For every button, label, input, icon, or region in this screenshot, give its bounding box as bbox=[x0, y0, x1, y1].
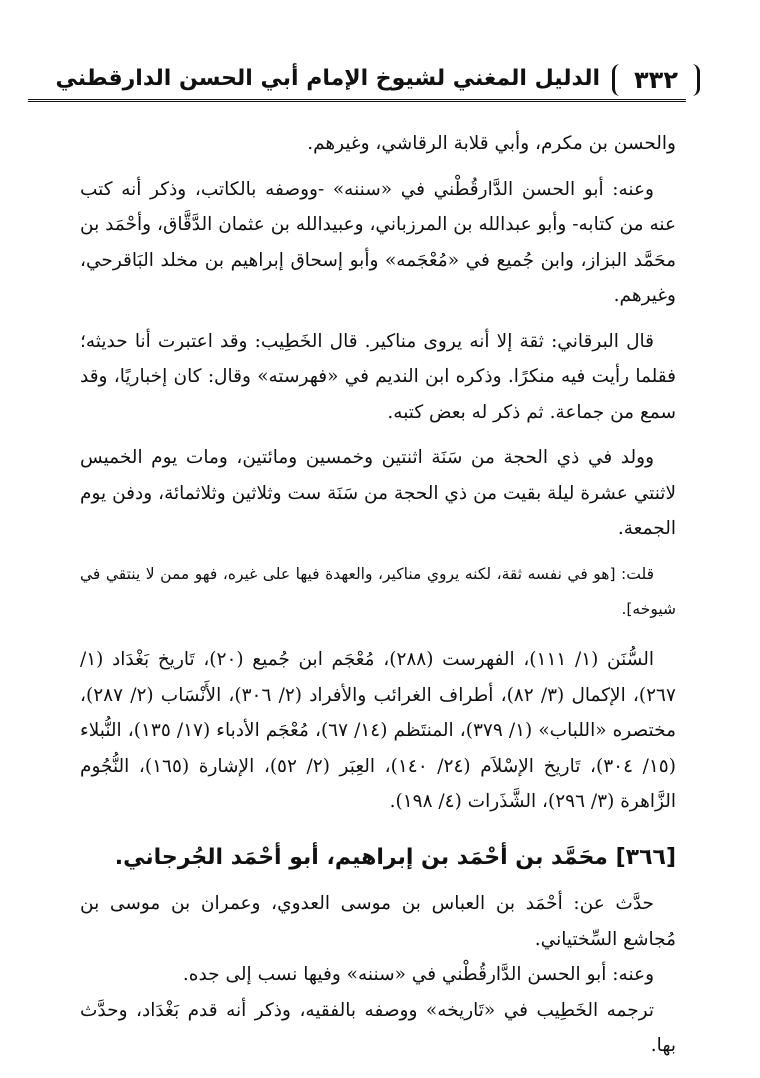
entry-students-paragraph: وعنه: أبو الحسن الدَّارقُطْني في «سننه» وفيها نسب إلى جده. bbox=[182, 964, 654, 985]
evaluation-paragraph: قال البرقاني: ثقة إلا أنه يروى مناكير. قال الخَطِيب: وقد اعتبرت أنا حديثه؛ فقلما رأيت فيه منكرًا. وذكره ابن النديم في «فهرسته» وقال: كان إخباريًا، وقد سمع من جماعة. ثم ذكر له بعض كتبه. bbox=[80, 330, 676, 423]
continuation-paragraph: والحسن بن مكرم، وأبي قلابة الرقاشي، وغيرهم. bbox=[307, 133, 676, 154]
students-paragraph: وعنه: أبو الحسن الدَّارقُطْني في «سننه» -ووصفه بالكاتب، وذكر أنه كتب عنه من كتابه- وأبو عبدالله بن المرزباني، وعبيدالله بن عثمان الدَّقَّاق، وأحْمَد بن محَمَّد البزاز، وابن جُميع في «مُعْجَمه» وأبو إسحاق إبراهيم بن مخلد البَاقرحي، وغيرهم. bbox=[80, 178, 676, 306]
header-divider bbox=[28, 99, 686, 102]
sources-list: السُّنَن (١/ ١١١)، الفهرست (٢٨٨)، مُعْجَم ابن جُميع (٢٠)، تَاريخ بَغْدَاد (١/ ٢٦٧)، الإكمال (٣/ ٨٢)، أطراف الغرائب والأفراد (٢/ ٣٠٦)، الأَنْسَاب (٢/ ٢٨٧)، مختصره «اللباب» (١/ ٣٧٩)، المنتَظم (١٤/ ٦٧)، مُعْجَم الأدباء (١٧/ ١٣٥)، النُّبلاء (١٥/ ٣٠٤)، تَاريخ الإسْلاَم (٢٤/ ١٤٠)، العِبَر (٢/ ٥٢)، الإشارة (١٦٥)، النُّجُوم الزَّاهرة (٣/ ٢٩٦)، الشَّذَرات (٤/ ١٩٨). bbox=[80, 649, 676, 812]
page-body bbox=[80, 126, 676, 1064]
running-title: الدليل المغني لشيوخ الإمام أبي الحسن الدارقطني bbox=[55, 66, 600, 91]
author-note: قلت: [هو في نفسه ثقة، لكنه يروي مناكير، والعهدة فيها على غيره، فهو ممن لا ينتقي في شيوخه]. bbox=[80, 564, 676, 618]
entry-heading: [٣٦٦] محَمَّد بن أحْمَد بن إبراهيم، أبو أحْمَد الجُرجاني. bbox=[114, 845, 676, 870]
running-header bbox=[22, 62, 686, 102]
entry-teachers-paragraph: حدَّث عن: أحْمَد بن العباس بن موسى العدوي، وعمران بن موسى بن مُجاشع السِّختياني. bbox=[80, 893, 676, 950]
birth-death-paragraph: وولد في ذي الحجة من سَنَة اثنتين وخمسين ومائتين، ومات يوم الخميس لاثنتي عشرة ليلة بقيت من ذي الحجة من سَنَة ست وثلاثين وثلاثمائة، ودفن يوم الجمعة. bbox=[80, 447, 676, 539]
entry-biography-paragraph: ترجمه الخَطِيب في «تَاريخه» ووصفه بالفقيه، وذكر أنه قدم بَغْدَاد، وحدَّث بها. bbox=[80, 999, 676, 1056]
page-number: ٣٣٢ bbox=[612, 64, 700, 96]
